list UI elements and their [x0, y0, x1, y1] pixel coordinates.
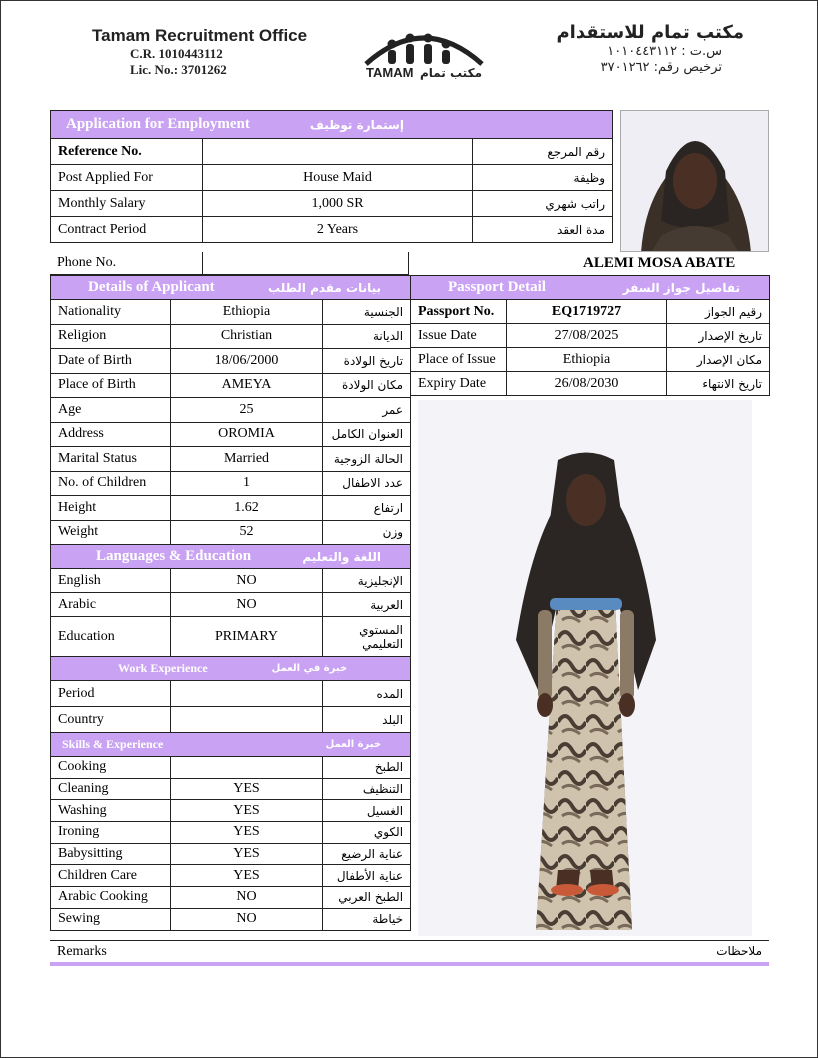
table-row — [51, 191, 613, 217]
phone-value — [202, 252, 408, 274]
row-value: AMEYA — [171, 373, 323, 398]
table-row — [51, 324, 411, 349]
row-label: Religion — [51, 324, 171, 349]
row-label: Post Applied For — [51, 165, 203, 191]
row-label: Country — [51, 707, 171, 733]
applicant-table — [50, 275, 411, 931]
row-label: Cleaning — [51, 778, 171, 800]
table-row — [51, 217, 613, 243]
row-label: Contract Period — [51, 217, 203, 243]
table-row — [411, 300, 770, 324]
row-label: Date of Birth — [51, 349, 171, 374]
row-label-ar: مكان الولادة — [323, 373, 411, 398]
applicant-name: ALEMI MOSA ABATE — [583, 255, 736, 271]
row-value: 26/08/2030 — [507, 372, 667, 396]
languages-title-ar: اللغة والتعليم — [302, 549, 382, 564]
portrait-photo — [620, 110, 769, 252]
row-value: NO — [171, 887, 323, 909]
row-label: Marital Status — [51, 447, 171, 472]
row-label: Ironing — [51, 822, 171, 844]
remarks-label: Remarks — [57, 944, 107, 959]
table-row — [51, 398, 411, 423]
row-label-ar: الحالة الزوجية — [323, 447, 411, 472]
table-row — [51, 681, 411, 707]
row-label-ar: المده — [323, 681, 411, 707]
row-label-ar: رقيم الجواز — [667, 300, 770, 324]
row-label-ar: الجنسية — [323, 300, 411, 325]
row-label: Nationality — [51, 300, 171, 325]
row-value: Ethiopia — [507, 348, 667, 372]
row-value: YES — [171, 843, 323, 865]
row-label-ar: عناية الأطفال — [323, 865, 411, 887]
table-row — [51, 520, 411, 545]
skills-title-en: Skills & Experience — [62, 737, 164, 751]
row-label: Reference No. — [51, 139, 203, 165]
row-label-ar: الطبخ العربي — [323, 887, 411, 909]
row-label: Monthly Salary — [51, 191, 203, 217]
application-band — [51, 111, 613, 139]
row-label-ar: البلد — [323, 707, 411, 733]
application-title-ar: إستمارة توظيف — [309, 117, 404, 132]
row-label-ar: العربية — [323, 593, 411, 617]
table-row — [51, 908, 411, 930]
row-value — [203, 139, 473, 165]
row-label-ar: ارتفاع — [323, 496, 411, 521]
table-row — [51, 165, 613, 191]
row-label: Place of Issue — [411, 348, 507, 372]
row-label: Education — [51, 617, 171, 657]
row-label-ar: عمر — [323, 398, 411, 423]
work-title-ar: خبرة في العمل — [271, 663, 348, 674]
phone-label: Phone No. — [50, 252, 202, 274]
row-label: No. of Children — [51, 471, 171, 496]
row-value: YES — [171, 800, 323, 822]
row-label-ar: راتب شهري — [473, 191, 613, 217]
row-value: YES — [171, 865, 323, 887]
row-value: YES — [171, 822, 323, 844]
row-label: Cooking — [51, 757, 171, 779]
table-row — [51, 757, 411, 779]
row-value: Married — [171, 447, 323, 472]
row-label: Washing — [51, 800, 171, 822]
row-label: Height — [51, 496, 171, 521]
applicant-title-ar: بيانات مقدم الطلب — [267, 280, 382, 295]
row-value: PRIMARY — [171, 617, 323, 657]
row-label: Age — [51, 398, 171, 423]
table-row — [51, 887, 411, 909]
row-value: Ethiopia — [171, 300, 323, 325]
table-row — [51, 617, 411, 657]
row-label-ar: الطبخ — [323, 757, 411, 779]
row-label: Sewing — [51, 908, 171, 930]
table-row — [51, 447, 411, 472]
row-value: 18/06/2000 — [171, 349, 323, 374]
row-label-ar: رقم المرجع — [473, 139, 613, 165]
office-name-en: Tamam Recruitment Office — [92, 26, 308, 45]
skills-band — [51, 733, 411, 757]
table-row — [51, 800, 411, 822]
row-label: Passport No. — [411, 300, 507, 324]
row-label: Arabic — [51, 593, 171, 617]
table-row — [51, 865, 411, 887]
row-label-ar: الكوي — [323, 822, 411, 844]
table-row — [51, 569, 411, 593]
table-row — [51, 139, 613, 165]
languages-title-en: Languages & Education — [96, 548, 252, 564]
row-label: Arabic Cooking — [51, 887, 171, 909]
row-value: 25 — [171, 398, 323, 423]
table-row — [51, 822, 411, 844]
table-row — [51, 422, 411, 447]
table-row — [51, 496, 411, 521]
passport-title-ar: تفاصيل جواز السفر — [622, 280, 741, 295]
table-row — [51, 843, 411, 865]
office-cr-ar: س.ت : ١٠١٠٤٤٣١١٢ — [607, 44, 722, 59]
table-row — [51, 778, 411, 800]
office-name-ar: مكتب تمام للاستقدام — [556, 22, 744, 43]
row-label-ar: مدة العقد — [473, 217, 613, 243]
table-row — [411, 324, 770, 348]
row-label: Period — [51, 681, 171, 707]
row-label-ar: مكان الإصدار — [667, 348, 770, 372]
row-label-ar: الإنجليزية — [323, 569, 411, 593]
table-row — [51, 349, 411, 374]
table-row — [51, 373, 411, 398]
row-label: Address — [51, 422, 171, 447]
row-value — [171, 707, 323, 733]
office-license-ar: ترخيص رقم: ٣٧٠١٢٦٢ — [600, 60, 722, 75]
office-cr-en: C.R. 1010443112 — [130, 46, 223, 61]
row-label-ar: التنظيف — [323, 778, 411, 800]
applicant-band — [51, 276, 411, 300]
row-value: 1,000 SR — [203, 191, 473, 217]
row-label-ar: وزن — [323, 520, 411, 545]
row-value: YES — [171, 778, 323, 800]
remarks-label-ar: ملاحظات — [716, 944, 762, 958]
table-row — [51, 300, 411, 325]
table-row — [411, 348, 770, 372]
application-table — [50, 110, 613, 243]
row-label: Issue Date — [411, 324, 507, 348]
skills-title-ar: خبرة العمل — [325, 739, 382, 750]
row-value: House Maid — [203, 165, 473, 191]
phone-table — [50, 252, 409, 275]
row-value: 2 Years — [203, 217, 473, 243]
row-label-ar: العنوان الكامل — [323, 422, 411, 447]
languages-band — [51, 545, 411, 569]
work-title-en: Work Experience — [118, 661, 208, 675]
row-value: NO — [171, 593, 323, 617]
work-band — [51, 657, 411, 681]
row-label-ar: عناية الرضيع — [323, 843, 411, 865]
passport-band — [411, 276, 770, 300]
tamam-logo-icon — [362, 18, 487, 80]
row-label-ar: خياطة — [323, 908, 411, 930]
row-label-ar: المستوي التعليمي — [323, 617, 411, 657]
row-label: Babysitting — [51, 843, 171, 865]
row-value: 1.62 — [171, 496, 323, 521]
row-value — [171, 757, 323, 779]
row-label-ar: تاريخ الانتهاء — [667, 372, 770, 396]
logo-text-ar: مكتب تمام — [419, 66, 482, 80]
row-value: Christian — [171, 324, 323, 349]
table-row — [51, 471, 411, 496]
row-label-ar: وظيفة — [473, 165, 613, 191]
application-title-en: Application for Employment — [66, 116, 250, 132]
office-license-en: Lic. No.: 3701262 — [130, 62, 227, 77]
row-value: NO — [171, 908, 323, 930]
row-value: NO — [171, 569, 323, 593]
table-row — [51, 593, 411, 617]
row-value: OROMIA — [171, 422, 323, 447]
row-label-ar: تاريخ الولادة — [323, 349, 411, 374]
row-value: 1 — [171, 471, 323, 496]
row-label: Weight — [51, 520, 171, 545]
row-label: Children Care — [51, 865, 171, 887]
table-row — [411, 372, 770, 396]
row-label-ar: الديانة — [323, 324, 411, 349]
row-value: EQ1719727 — [507, 300, 667, 324]
passport-table — [410, 275, 770, 396]
logo-text: TAMAM — [366, 65, 414, 80]
remarks-row — [50, 940, 769, 966]
full-body-photo — [418, 400, 752, 936]
table-row — [51, 707, 411, 733]
row-value: 27/08/2025 — [507, 324, 667, 348]
row-label-ar: تاريخ الإصدار — [667, 324, 770, 348]
row-label-ar: الغسيل — [323, 800, 411, 822]
row-label: Place of Birth — [51, 373, 171, 398]
applicant-title-en: Details of Applicant — [88, 279, 215, 295]
row-value — [171, 681, 323, 707]
row-value: 52 — [171, 520, 323, 545]
row-label: Expiry Date — [411, 372, 507, 396]
passport-title-en: Passport Detail — [448, 279, 546, 295]
row-label: English — [51, 569, 171, 593]
row-label-ar: عدد الاطفال — [323, 471, 411, 496]
